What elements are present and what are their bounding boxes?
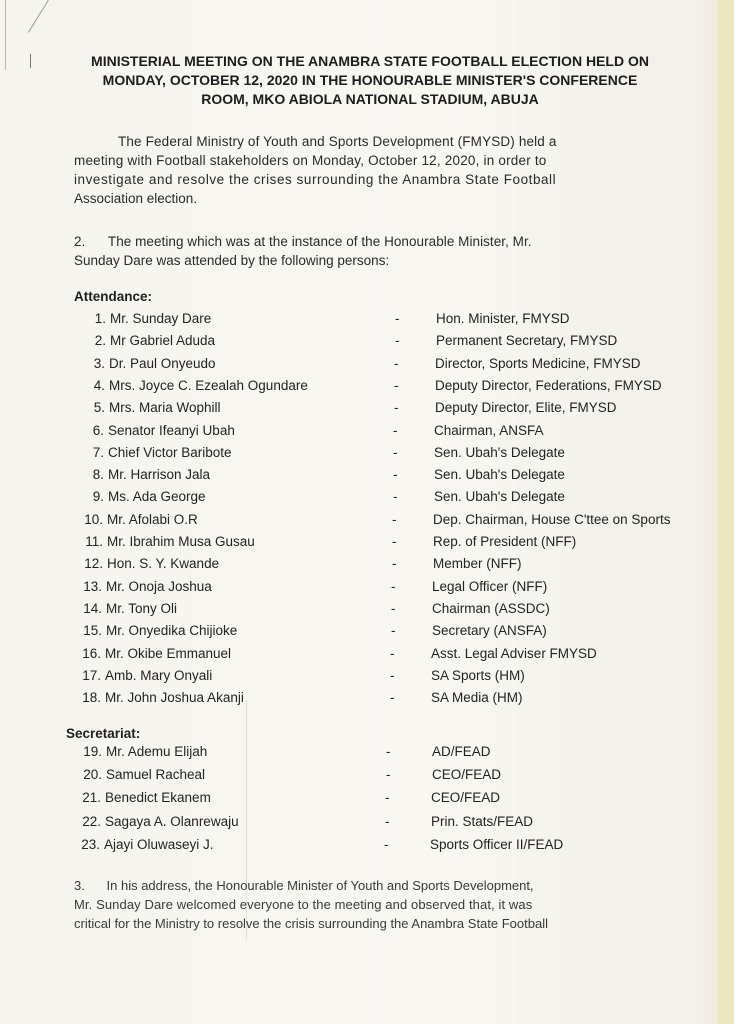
separator-dash: - xyxy=(395,333,400,349)
pen-stroke-mark xyxy=(28,0,49,33)
person-role: Deputy Director, Federations, FMYSD xyxy=(435,377,662,393)
item-number: 19. xyxy=(83,744,102,759)
person-role: Director, Sports Medicine, FMYSD xyxy=(435,355,641,371)
person-name: Mr. Afolabi O.R xyxy=(107,511,198,527)
list-item xyxy=(71,812,671,832)
person-role: SA Media (HM) xyxy=(431,690,523,706)
person-role: Chairman, ANSFA xyxy=(434,422,544,438)
separator-dash: - xyxy=(391,600,396,616)
list-item xyxy=(71,666,671,686)
item-number: 14. xyxy=(83,600,102,616)
separator-dash: - xyxy=(393,422,398,438)
list-item xyxy=(73,532,673,552)
list-item xyxy=(74,465,674,485)
separator-dash: - xyxy=(393,467,398,483)
list-item xyxy=(72,765,672,785)
person-name: Mr. Sunday Dare xyxy=(110,311,212,326)
person-name: Mr. Ibrahim Musa Gusau xyxy=(107,534,255,549)
separator-dash: - xyxy=(393,444,398,460)
list-item xyxy=(75,376,675,396)
item-number: 4. xyxy=(93,377,105,393)
paragraph-line: The Federal Ministry of Youth and Sports Development (FMYSD) held a xyxy=(118,134,557,149)
list-item xyxy=(72,621,672,641)
person-name: Mr. Onyedika Chijioke xyxy=(106,623,238,639)
person-role: Secretary (ANSFA) xyxy=(432,623,547,639)
item-number: 6. xyxy=(92,422,104,438)
person-name: Mrs. Maria Wophill xyxy=(109,400,221,416)
person-name: Mr. Okibe Emmanuel xyxy=(105,645,232,661)
paragraph-line: Mr. Sunday Dare welcomed everyone to the meeting and observed that, it was xyxy=(74,897,533,912)
person-name: Ms. Ada George xyxy=(108,489,206,505)
person-role: SA Sports (HM) xyxy=(431,667,525,683)
item-number: 20. xyxy=(83,767,102,783)
paragraph-1 xyxy=(74,132,640,208)
item-number: 1. xyxy=(94,311,106,326)
person-name: Sagaya A. Olanrewaju xyxy=(105,813,239,829)
separator-dash: - xyxy=(392,534,397,549)
item-number: 23. xyxy=(81,836,100,852)
person-role: Legal Officer (NFF) xyxy=(432,578,548,594)
separator-dash: - xyxy=(394,355,399,371)
item-number: 12. xyxy=(84,556,103,572)
paragraph-line: 3. In his address, the Honourable Minister of Youth and Sports Development, xyxy=(74,878,534,893)
separator-dash: - xyxy=(392,556,397,572)
person-role: Asst. Legal Adviser FMYSD xyxy=(431,645,597,661)
person-role: Sen. Ubah's Delegate xyxy=(434,444,565,460)
person-name: Benedict Ekanem xyxy=(105,790,211,806)
person-role: Sen. Ubah's Delegate xyxy=(434,489,565,505)
item-number: 7. xyxy=(92,444,104,460)
separator-dash: - xyxy=(391,623,396,639)
separator-dash: - xyxy=(394,377,399,393)
person-role: Chairman (ASSDC) xyxy=(432,600,550,616)
item-number: 3. xyxy=(93,355,105,371)
list-item xyxy=(75,398,675,418)
separator-dash: - xyxy=(384,836,389,852)
person-role: Sen. Ubah's Delegate xyxy=(434,467,565,483)
item-number: 16. xyxy=(82,645,101,661)
item-number: 10. xyxy=(84,511,103,527)
person-name: Dr. Paul Onyeudo xyxy=(109,355,216,371)
list-item xyxy=(76,309,676,329)
person-name: Hon. S. Y. Kwande xyxy=(107,556,220,572)
list-item xyxy=(70,835,670,855)
separator-dash: - xyxy=(390,667,395,683)
person-role: Rep. of President (NFF) xyxy=(433,534,577,549)
paragraph-line: meeting with Football stakeholders on Monday, October 12, 2020, in order to xyxy=(74,153,547,168)
separator-dash: - xyxy=(394,400,399,416)
separator-dash: - xyxy=(391,578,396,594)
separator-dash: - xyxy=(395,311,400,326)
person-role: Deputy Director, Elite, FMYSD xyxy=(435,400,617,416)
item-number: 11. xyxy=(85,534,103,549)
separator-dash: - xyxy=(385,790,390,806)
list-item xyxy=(72,577,672,597)
person-role: CEO/FEAD xyxy=(432,767,502,783)
paper-edge xyxy=(718,0,734,1024)
list-item xyxy=(74,421,674,441)
person-name: Mr. Onoja Joshua xyxy=(106,578,212,594)
list-item xyxy=(76,331,676,351)
paragraph-line: Association election. xyxy=(74,191,198,206)
item-number: 22. xyxy=(82,813,101,829)
person-name: Samuel Racheal xyxy=(106,767,206,783)
person-name: Ajayi Oluwaseyi J. xyxy=(104,836,214,852)
attendance-heading: Attendance: xyxy=(74,289,153,304)
separator-dash: - xyxy=(390,690,395,706)
item-number: 18. xyxy=(82,690,101,706)
list-item xyxy=(71,644,671,664)
separator-dash: - xyxy=(390,645,395,661)
separator-dash: - xyxy=(385,813,390,829)
person-role: Permanent Secretary, FMYSD xyxy=(436,333,618,349)
title-line: MINISTERIAL MEETING ON THE ANAMBRA STATE FOOTBALL ELECTION HELD ON xyxy=(91,53,649,69)
person-role: AD/FEAD xyxy=(432,744,491,759)
item-number: 15. xyxy=(83,623,102,639)
person-name: Amb. Mary Onyali xyxy=(105,667,213,683)
separator-dash: - xyxy=(393,489,398,505)
person-name: Mr. Harrison Jala xyxy=(108,467,211,483)
list-item xyxy=(74,443,674,463)
person-name: Mrs. Joyce C. Ezealah Ogundare xyxy=(109,377,308,393)
person-name: Mr Gabriel Aduda xyxy=(110,333,216,349)
item-number: 5. xyxy=(93,400,105,416)
item-number: 17. xyxy=(82,667,101,683)
list-item xyxy=(73,510,673,530)
list-item xyxy=(72,599,672,619)
separator-dash: - xyxy=(386,767,391,783)
paragraph-3 xyxy=(74,876,640,933)
paragraph-2 xyxy=(74,232,640,270)
person-role: Hon. Minister, FMYSD xyxy=(436,311,570,326)
list-item xyxy=(75,354,675,374)
document-title xyxy=(70,52,670,109)
person-role: Prin. Stats/FEAD xyxy=(431,813,534,829)
item-number: 9. xyxy=(92,489,104,505)
separator-dash: - xyxy=(386,744,391,759)
item-number: 13. xyxy=(83,578,102,594)
item-number: 21. xyxy=(82,790,101,806)
paragraph-line: Sunday Dare was attended by the following persons: xyxy=(74,253,390,268)
paragraph-line: critical for the Ministry to resolve the crisis surrounding the Anambra State Football xyxy=(74,916,548,931)
person-name: Mr. Tony Oli xyxy=(106,600,178,616)
list-item xyxy=(74,487,674,507)
list-item xyxy=(71,688,671,708)
list-item xyxy=(71,788,671,808)
item-number: 8. xyxy=(92,467,104,483)
secretariat-heading: Secretariat: xyxy=(66,726,141,741)
paragraph-line: 2. The meeting which was at the instance of the Honourable Minister, Mr. xyxy=(74,234,532,249)
person-role: CEO/FEAD xyxy=(431,790,501,806)
person-role: Member (NFF) xyxy=(433,556,522,572)
list-item xyxy=(72,742,672,762)
person-role: Sports Officer II/FEAD xyxy=(430,836,564,852)
fold-mark xyxy=(5,0,6,70)
item-number: 2. xyxy=(94,333,106,349)
title-line: ROOM, MKO ABIOLA NATIONAL STADIUM, ABUJA xyxy=(201,91,539,107)
title-line: MONDAY, OCTOBER 12, 2020 IN THE HONOURABLE MINISTER'S CONFERENCE xyxy=(102,72,638,88)
separator-dash: - xyxy=(392,511,397,527)
person-name: Mr. Ademu Elijah xyxy=(106,744,208,759)
person-name: Chief Victor Baribote xyxy=(108,444,232,460)
person-role: Dep. Chairman, House C'ttee on Sports xyxy=(433,511,671,527)
paragraph-line: investigate and resolve the crises surrounding the Anambra State Football xyxy=(74,172,557,187)
person-name: Mr. John Joshua Akanji xyxy=(105,690,244,706)
person-name: Senator Ifeanyi Ubah xyxy=(108,422,235,438)
list-item xyxy=(73,554,673,574)
pen-tick-mark xyxy=(30,54,31,68)
